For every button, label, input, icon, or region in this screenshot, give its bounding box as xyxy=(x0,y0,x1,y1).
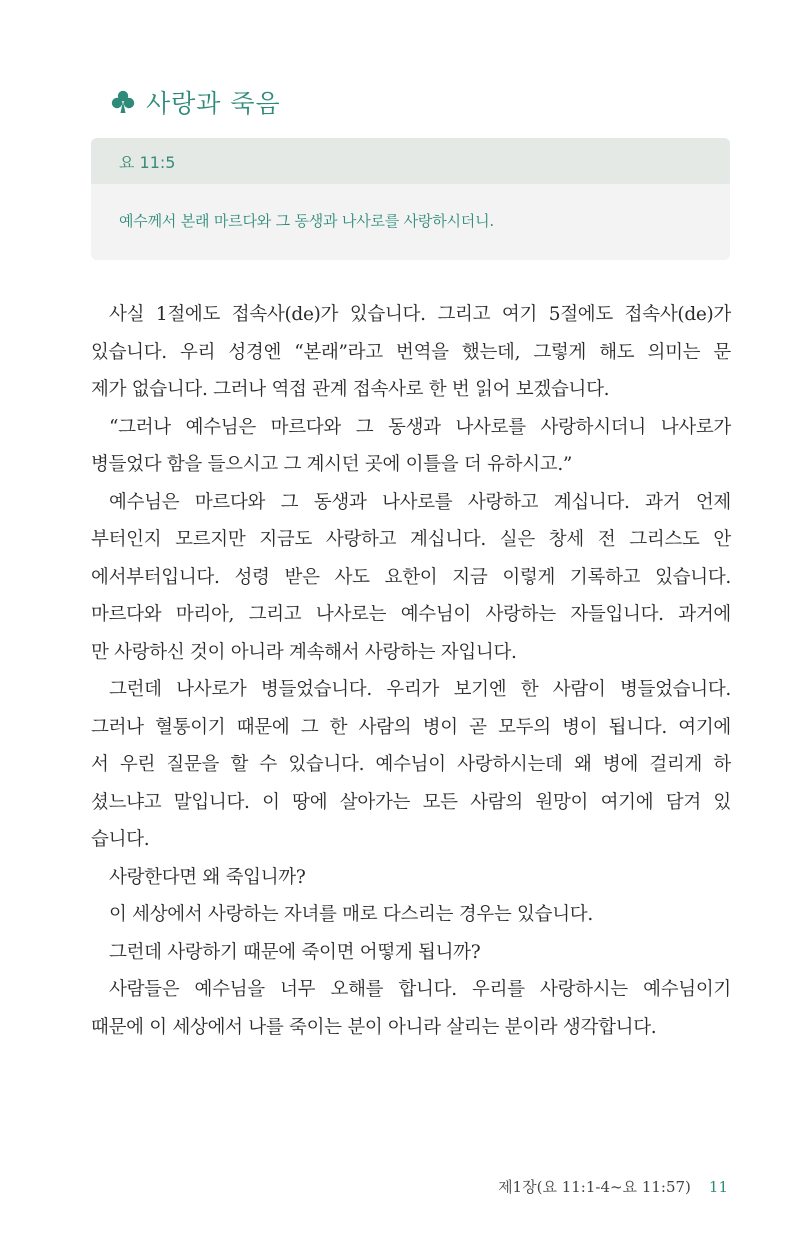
body-line: 사람들은 예수님을 너무 오해를 합니다. 우리를 사랑하시는 예수님이기 xyxy=(109,979,731,1000)
body-line: 있습니다. 우리 성경엔 “본래”라고 번역을 했는데, 그렇게 해도 의미는 문 xyxy=(91,341,731,363)
body-line: 이 세상에서 사랑하는 자녀를 매로 다스리는 경우는 있습니다. xyxy=(109,904,593,925)
body-line: 그러나 혈통이기 때문에 그 한 사람의 병이 곧 모두의 병이 됩니다. 여기에 xyxy=(91,716,731,738)
body-text xyxy=(91,296,731,1046)
body-line: 사실 1절에도 접속사(de)가 있습니다. 그리고 여기 5절에도 접속사(de)가 xyxy=(109,304,731,325)
body-line: 습니다. xyxy=(91,829,150,850)
body-line: 그런데 사랑하기 때문에 죽이면 어떻게 됩니까? xyxy=(109,941,481,963)
body-line: 셨느냐고 말입니다. 이 땅에 살아가는 모든 사람의 원망이 여기에 담겨 있 xyxy=(91,791,731,813)
verse-reference: 요 11:5 xyxy=(119,152,176,172)
body-line: 그런데 나사로가 병들었습니다. 우리가 보기엔 한 사람이 병들었습니다. xyxy=(109,679,731,700)
body-line: 병들었다 함을 들으시고 그 계시던 곳에 이틀을 더 유하시고.” xyxy=(91,454,573,475)
body-line: 마르다와 마리아, 그리고 나사로는 예수님이 사랑하는 자들입니다. 과거에 xyxy=(91,604,731,625)
page-footer xyxy=(498,1176,728,1197)
body-line: 때문에 이 세상에서 나를 죽이는 분이 아니라 살리는 분이라 생각합니다. xyxy=(91,1016,657,1038)
verse-box xyxy=(91,138,730,260)
page-number: 11 xyxy=(708,1178,728,1196)
section-title xyxy=(110,82,281,122)
verse-text: 예수께서 본래 마르다와 그 동생과 나사로를 사랑하시더니. xyxy=(119,212,494,230)
body-line: 사랑한다면 왜 죽입니까? xyxy=(109,866,306,888)
body-line: 만 사랑하신 것이 아니라 계속해서 사랑하는 자입니다. xyxy=(91,641,517,663)
body-line: “그러나 예수님은 마르다와 그 동생과 나사로를 사랑하시더니 나사로가 xyxy=(109,416,731,438)
body-line: 서 우린 질문을 할 수 있습니다. 예수님이 사랑하시는데 왜 병에 걸리게 하 xyxy=(91,754,731,775)
chapter-label: 제1장(요 11:1-4~요 11:57) xyxy=(498,1178,691,1196)
club-icon xyxy=(110,89,136,115)
section-title-text: 사랑과 죽음 xyxy=(146,89,281,118)
body-line: 예수님은 마르다와 그 동생과 나사로를 사랑하고 계십니다. 과거 언제 xyxy=(109,491,731,513)
body-line: 제가 없습니다. 그러나 역접 관계 접속사로 한 번 읽어 보겠습니다. xyxy=(91,379,610,400)
verse-reference-bar xyxy=(91,138,730,184)
body-line: 부터인지 모르지만 지금도 사랑하고 계십니다. 실은 창세 전 그리스도 안 xyxy=(91,529,731,550)
body-line: 에서부터입니다. 성령 받은 사도 요한이 지금 이렇게 기록하고 있습니다. xyxy=(91,566,731,588)
